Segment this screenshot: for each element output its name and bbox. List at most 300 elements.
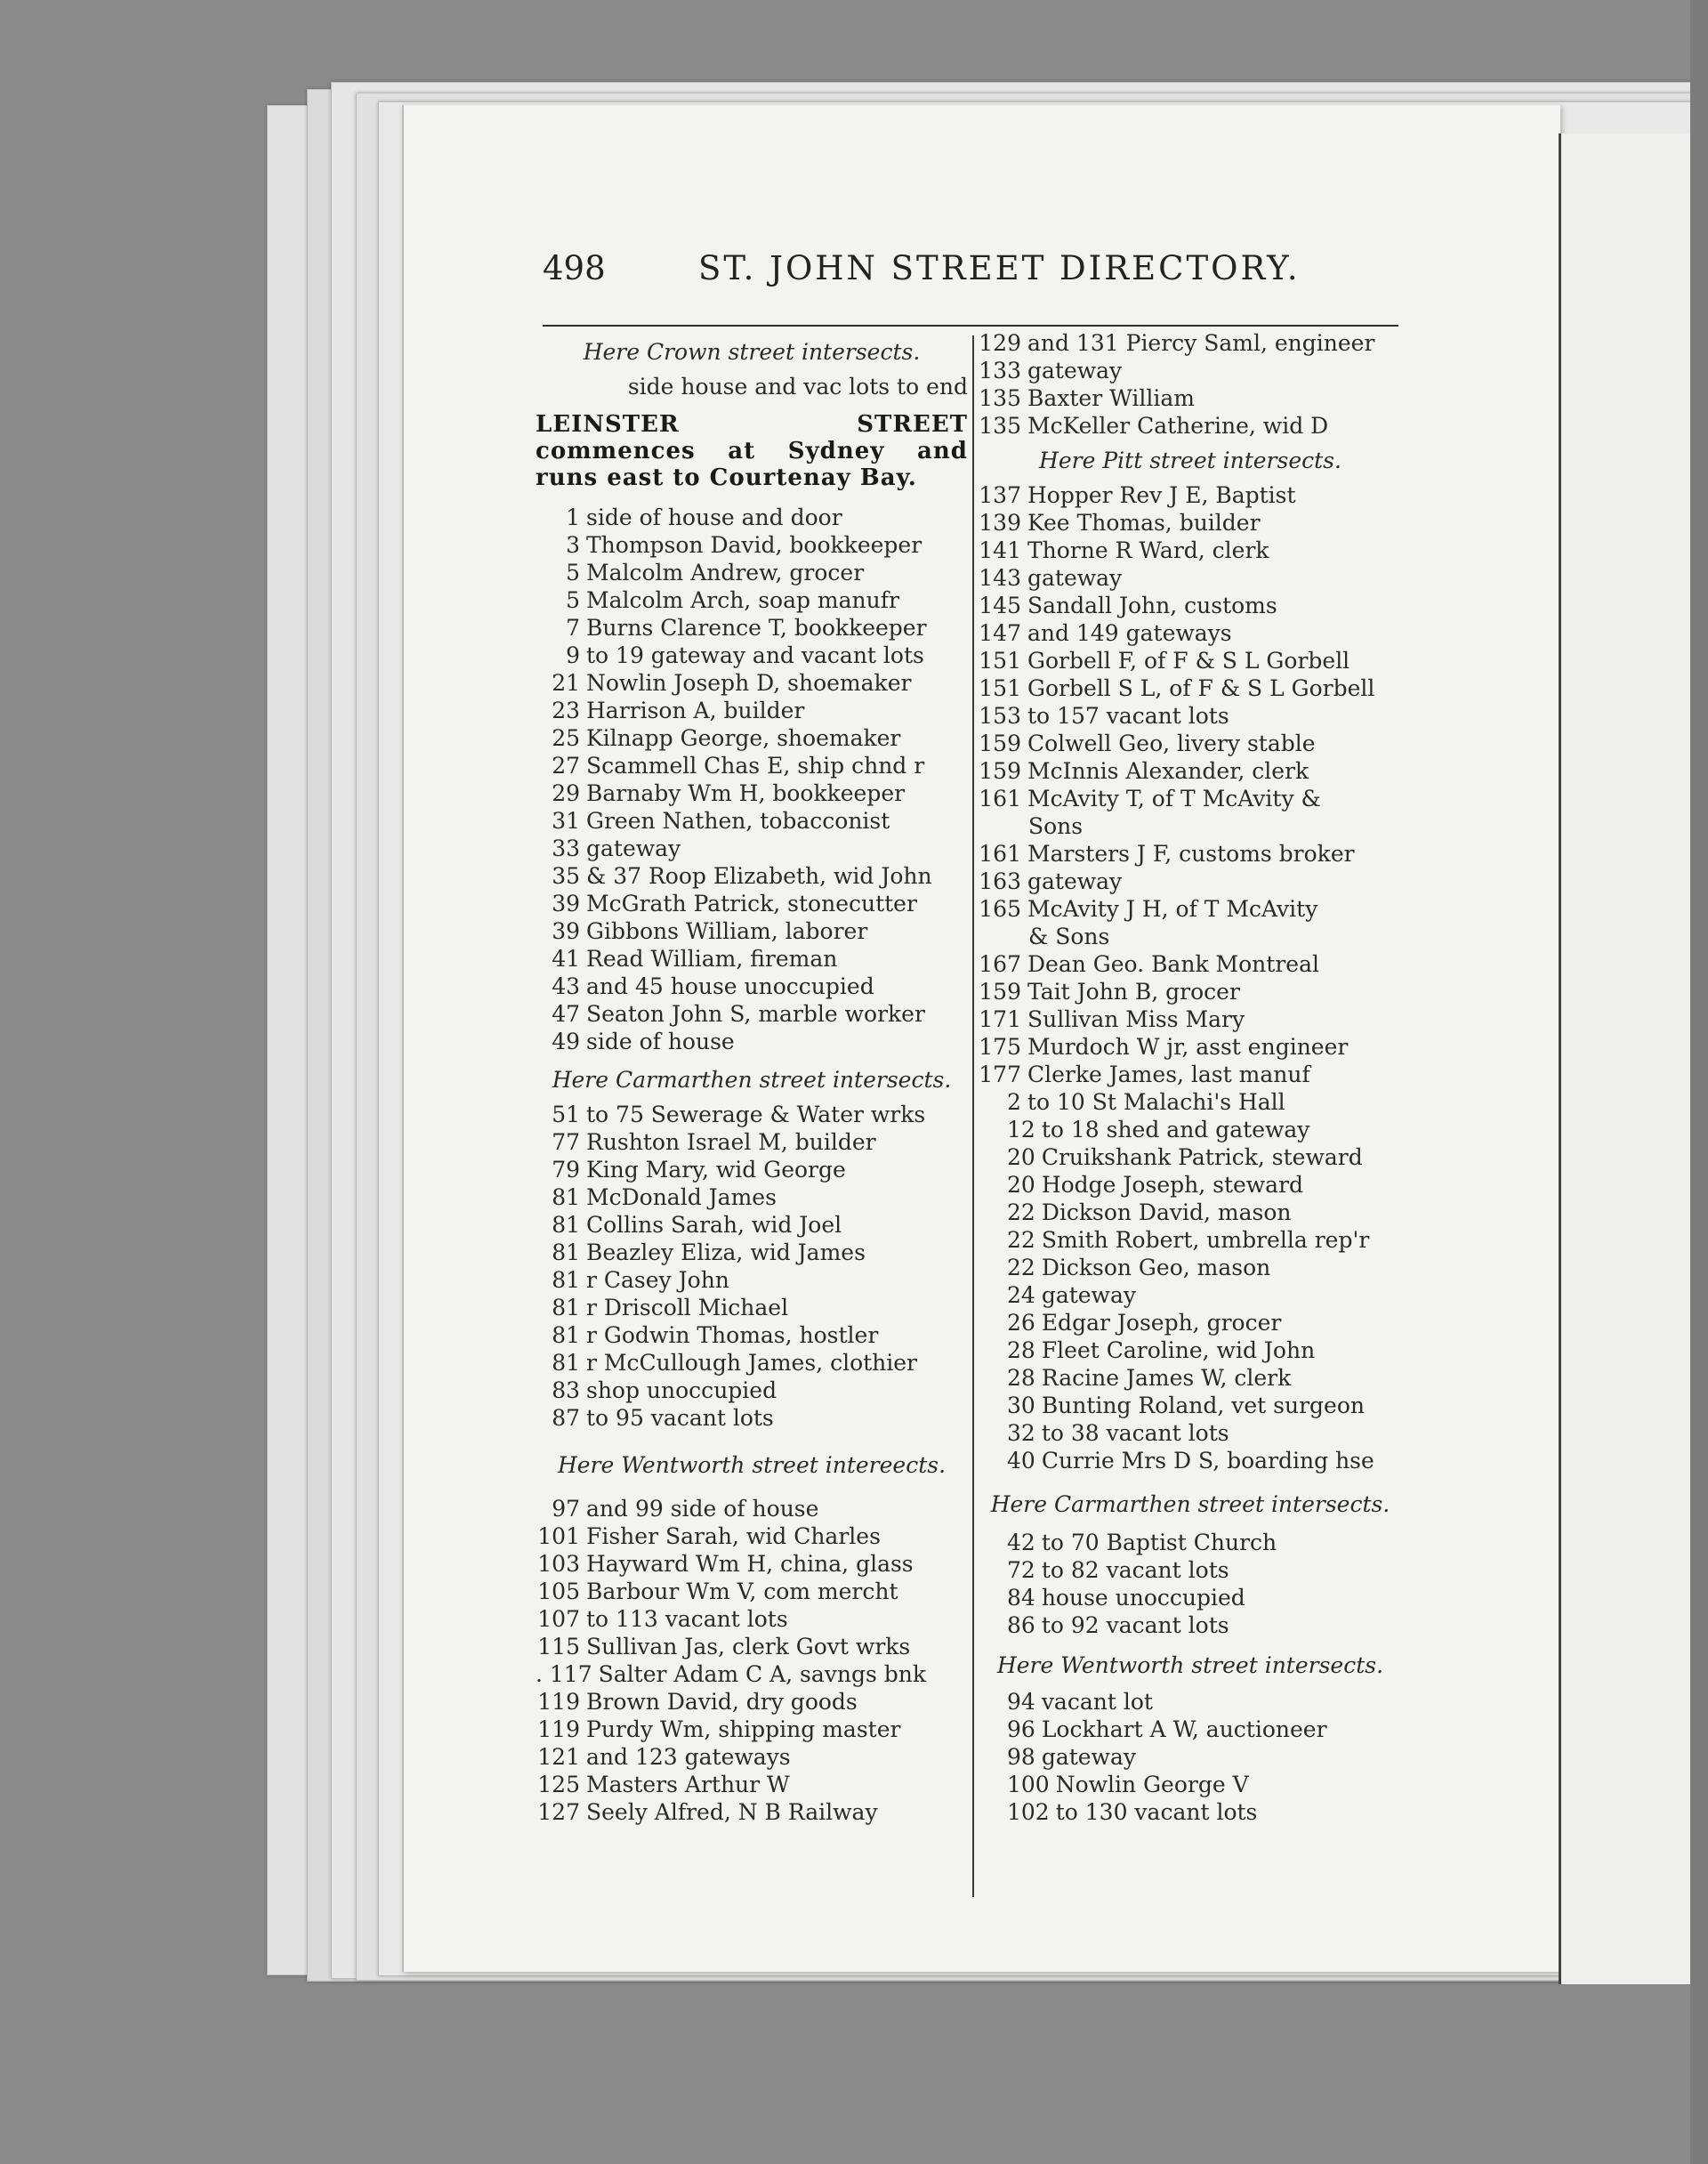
directory-entry xyxy=(536,835,968,862)
house-number: 84 xyxy=(1007,1585,1035,1611)
directory-entry xyxy=(536,642,968,669)
directory-entry xyxy=(536,1266,968,1294)
directory-entry xyxy=(536,1743,968,1771)
directory-entry xyxy=(977,1088,1404,1116)
entry-text: Barbour Wm V, com mercht xyxy=(586,1579,898,1604)
entry-text: Dickson Geo, mason xyxy=(1041,1255,1271,1280)
scan-border xyxy=(1690,0,1708,2164)
entry-text: Sullivan Jas, clerk Govt wrks xyxy=(586,1634,911,1659)
entry-text: Lockhart A W, auctioneer xyxy=(1041,1716,1327,1742)
entry-text: gateway xyxy=(1027,358,1123,384)
house-number: 20 xyxy=(1007,1172,1035,1198)
house-number: 42 xyxy=(1007,1530,1035,1555)
directory-entry xyxy=(977,1771,1404,1798)
house-number: 103 xyxy=(537,1551,580,1577)
directory-entry xyxy=(977,1688,1404,1716)
house-number: 51 xyxy=(552,1102,580,1127)
directory-entry xyxy=(977,785,1404,812)
entry-text: Barnaby Wm H, bookkeeper xyxy=(586,780,906,806)
page-header xyxy=(543,242,1406,297)
house-number: 32 xyxy=(1007,1420,1035,1446)
directory-entry xyxy=(536,1771,968,1798)
directory-entry xyxy=(977,1005,1404,1033)
house-number: 147 xyxy=(979,620,1021,646)
directory-entry xyxy=(536,807,968,835)
directory-entry xyxy=(977,592,1404,619)
directory-entry xyxy=(977,384,1404,412)
house-number: 94 xyxy=(1007,1689,1035,1715)
house-number: 47 xyxy=(552,1001,580,1027)
house-number: 133 xyxy=(979,358,1021,384)
entry-text: gateway xyxy=(586,836,681,861)
house-number: 28 xyxy=(1007,1365,1035,1391)
house-number: 141 xyxy=(979,537,1021,563)
entry-text: to 130 vacant lots xyxy=(1055,1799,1258,1825)
entry-text: side of house and door xyxy=(586,505,842,530)
entries-group xyxy=(977,1529,1404,1639)
entry-text: to 82 vacant lots xyxy=(1041,1557,1229,1583)
entry-text: to 19 gateway and vacant lots xyxy=(586,642,924,668)
entry-text: and 123 gateways xyxy=(586,1744,791,1770)
entry-text: Sons xyxy=(1028,813,1084,839)
entries-group xyxy=(536,1101,968,1432)
directory-entry xyxy=(977,1529,1404,1556)
entry-text: and 45 house unoccupied xyxy=(586,973,874,999)
directory-entry xyxy=(536,973,968,1000)
directory-entry xyxy=(536,504,968,531)
left-column xyxy=(536,329,968,1826)
house-number: 125 xyxy=(537,1772,580,1797)
entry-text: Gorbell S L, of F & S L Gorbell xyxy=(1027,675,1375,701)
directory-entry xyxy=(977,1143,1404,1171)
house-number: 86 xyxy=(1007,1612,1035,1638)
directory-entry xyxy=(977,950,1404,978)
entry-text: McDonald James xyxy=(586,1184,777,1210)
directory-entry xyxy=(977,895,1404,923)
entry-text: Collins Sarah, wid Joel xyxy=(586,1212,842,1238)
entry-text: house unoccupied xyxy=(1041,1585,1245,1611)
entry-text: McInnis Alexander, clerk xyxy=(1027,758,1309,784)
house-number: 40 xyxy=(1007,1448,1035,1474)
entry-text: Green Nathen, tobacconist xyxy=(586,808,890,834)
directory-entry xyxy=(977,1281,1404,1309)
entry-text: Nowlin Joseph D, shoemaker xyxy=(586,670,912,696)
entry-text: Nowlin George V xyxy=(1055,1772,1249,1797)
house-number: 161 xyxy=(979,841,1021,867)
entry-text: Colwell Geo, livery stable xyxy=(1027,731,1316,756)
entry-text: Malcolm Arch, soap manufr xyxy=(586,587,899,613)
house-number: 29 xyxy=(552,780,580,806)
directory-entry xyxy=(536,1321,968,1349)
entry-text: to 157 vacant lots xyxy=(1027,703,1229,729)
entry-text: Kilnapp George, shoemaker xyxy=(586,725,901,751)
street-heading-leinster: LEINSTER STREET commences at Sydney and runs east to Courtenay Bay. xyxy=(536,411,968,491)
entry-text: McAvity T, of T McAvity & xyxy=(1027,786,1321,812)
entry-text: Purdy Wm, shipping master xyxy=(586,1716,901,1742)
house-number: 100 xyxy=(1007,1772,1050,1797)
directory-entry xyxy=(977,1309,1404,1336)
house-number: 143 xyxy=(979,565,1021,591)
house-number: 167 xyxy=(979,951,1021,977)
entry-text: gateway xyxy=(1041,1282,1136,1308)
entry-text: McAvity J H, of T McAvity xyxy=(1027,896,1318,922)
directory-entry xyxy=(536,1495,968,1522)
house-number: 81 xyxy=(552,1350,580,1376)
house-number: 129 xyxy=(979,330,1021,356)
house-number: 5 xyxy=(566,560,580,585)
directory-entry xyxy=(977,509,1404,537)
directory-entry xyxy=(536,1660,968,1688)
house-number: 72 xyxy=(1007,1557,1035,1583)
house-number: 1 xyxy=(566,505,580,530)
directory-entry xyxy=(536,1716,968,1743)
entry-text: Fleet Caroline, wid John xyxy=(1041,1337,1316,1363)
house-number: 87 xyxy=(552,1405,580,1431)
directory-entry xyxy=(536,1183,968,1211)
directory-entry xyxy=(977,702,1404,730)
house-number: 135 xyxy=(979,413,1021,439)
house-number: 39 xyxy=(552,918,580,944)
directory-entry xyxy=(536,1633,968,1660)
section-heading-pitt: Here Pitt street intersects. xyxy=(1039,448,1341,473)
directory-entry xyxy=(977,481,1404,509)
entry-text: Thorne R Ward, clerk xyxy=(1027,537,1269,563)
entry-text: r Godwin Thomas, hostler xyxy=(586,1322,879,1348)
side-line: side house and vac lots to end xyxy=(627,374,968,400)
house-number: 115 xyxy=(537,1634,580,1659)
house-number: 31 xyxy=(552,808,580,834)
entry-text: Kee Thomas, builder xyxy=(1027,510,1261,536)
entry-text: Marsters J F, customs broker xyxy=(1027,841,1355,867)
entry-text: r Casey John xyxy=(586,1267,729,1293)
entry-text: gateway xyxy=(1041,1744,1136,1770)
directory-entry xyxy=(977,1392,1404,1419)
house-number: 77 xyxy=(552,1129,580,1155)
entry-text: vacant lot xyxy=(1041,1689,1153,1715)
entry-text: Salter Adam C A, savngs bnk xyxy=(598,1661,927,1687)
entry-text: to 10 St Malachi's Hall xyxy=(1027,1089,1285,1115)
house-number: 159 xyxy=(979,758,1021,784)
entry-text: Seaton John S, marble worker xyxy=(586,1001,925,1027)
directory-entry xyxy=(536,586,968,614)
entry-text: r McCullough James, clothier xyxy=(586,1350,918,1376)
directory-entry xyxy=(536,1550,968,1578)
directory-entry xyxy=(977,674,1404,702)
directory-entry xyxy=(536,1128,968,1156)
directory-entry xyxy=(536,1239,968,1266)
entry-text: Smith Robert, umbrella rep'r xyxy=(1041,1227,1370,1253)
entry-text: Gibbons William, laborer xyxy=(586,918,868,944)
directory-entry xyxy=(536,752,968,779)
house-number: 97 xyxy=(552,1496,580,1522)
entry-text: Dean Geo. Bank Montreal xyxy=(1027,951,1319,977)
house-number: 151 xyxy=(979,675,1021,701)
house-number: 101 xyxy=(537,1523,580,1549)
directory-entry xyxy=(536,1294,968,1321)
entries-group xyxy=(977,1088,1404,1474)
entry-text: Thompson David, bookkeeper xyxy=(586,532,922,558)
house-number: 81 xyxy=(552,1212,580,1238)
entry-text: side of house xyxy=(586,1029,735,1054)
directory-entry xyxy=(977,1116,1404,1143)
entry-text: Murdoch W jr, asst engineer xyxy=(1027,1034,1349,1060)
directory-entry xyxy=(977,537,1404,564)
directory-entry xyxy=(977,1798,1404,1826)
entry-text: Malcolm Andrew, grocer xyxy=(586,560,865,585)
directory-entry xyxy=(536,669,968,697)
column-divider xyxy=(972,335,974,1897)
entry-text: McKeller Catherine, wid D xyxy=(1027,413,1329,439)
page-title: ST. JOHN STREET DIRECTORY. xyxy=(698,249,1301,287)
directory-entry xyxy=(977,1171,1404,1199)
directory-entry xyxy=(977,868,1404,895)
directory-entry xyxy=(977,757,1404,785)
directory-entry xyxy=(536,779,968,807)
house-number: 43 xyxy=(552,973,580,999)
entry-text: Baxter William xyxy=(1027,385,1195,411)
house-number: 49 xyxy=(552,1029,580,1054)
house-number: 135 xyxy=(979,385,1021,411)
directory-entry xyxy=(977,840,1404,868)
directory-entry xyxy=(536,559,968,586)
house-number: 35 xyxy=(552,863,580,889)
house-number: 159 xyxy=(979,731,1021,756)
house-number: 3 xyxy=(566,532,580,558)
entry-text: to 70 Baptist Church xyxy=(1041,1530,1277,1555)
directory-entry xyxy=(977,647,1404,674)
directory-entry xyxy=(536,1605,968,1633)
house-number: 105 xyxy=(537,1579,580,1604)
directory-entry xyxy=(536,1522,968,1550)
header-rule xyxy=(543,325,1398,327)
entry-text: McGrath Patrick, stonecutter xyxy=(586,891,917,916)
entry-text: Hayward Wm H, china, glass xyxy=(586,1551,914,1577)
entry-text: Seely Alfred, N B Railway xyxy=(586,1799,878,1825)
entry-text: to 92 vacant lots xyxy=(1041,1612,1229,1638)
directory-entry xyxy=(977,1226,1404,1254)
house-number: 177 xyxy=(979,1062,1021,1087)
directory-entry xyxy=(977,1061,1404,1088)
house-number: 21 xyxy=(552,670,580,696)
directory-entry xyxy=(977,329,1404,357)
house-number: . 117 xyxy=(536,1661,592,1687)
entries-group xyxy=(536,504,968,1055)
directory-entry xyxy=(536,1798,968,1826)
section-heading-wentworth: Here Wentworth street intereects. xyxy=(557,1452,947,1478)
house-number: 83 xyxy=(552,1377,580,1403)
directory-entry xyxy=(977,412,1404,440)
house-number: 7 xyxy=(566,615,580,641)
house-number: 81 xyxy=(552,1267,580,1293)
house-number: 81 xyxy=(552,1184,580,1210)
entry-text: Bunting Roland, vet surgeon xyxy=(1041,1393,1365,1418)
house-number: 96 xyxy=(1007,1716,1035,1742)
entry-text: gateway xyxy=(1027,565,1123,591)
directory-entry xyxy=(977,1199,1404,1226)
house-number: 23 xyxy=(552,698,580,723)
directory-entry xyxy=(977,1447,1404,1474)
house-number: 175 xyxy=(979,1034,1021,1060)
house-number: 22 xyxy=(1007,1255,1035,1280)
house-number: 163 xyxy=(979,868,1021,894)
directory-entry xyxy=(536,1211,968,1239)
entry-text: Beazley Eliza, wid James xyxy=(586,1239,866,1265)
directory-entry xyxy=(536,724,968,752)
entry-text: shop unoccupied xyxy=(586,1377,777,1403)
directory-entry xyxy=(977,923,1404,950)
entry-text: Scammell Chas E, ship chnd r xyxy=(586,753,925,779)
directory-entry xyxy=(536,531,968,559)
house-number: 137 xyxy=(979,482,1021,508)
entry-text: Hodge Joseph, steward xyxy=(1041,1172,1304,1198)
house-number: 39 xyxy=(552,891,580,916)
directory-entry xyxy=(536,1404,968,1432)
directory-entry xyxy=(977,357,1404,384)
entry-text: Currie Mrs D S, boarding hse xyxy=(1041,1448,1374,1474)
house-number: 81 xyxy=(552,1295,580,1320)
directory-entry xyxy=(977,1254,1404,1281)
house-number: 139 xyxy=(979,510,1021,536)
house-number: 27 xyxy=(552,753,580,779)
entry-text: Brown David, dry goods xyxy=(586,1689,858,1715)
directory-entry xyxy=(536,614,968,642)
house-number: 161 xyxy=(979,786,1021,812)
entry-text: Sullivan Miss Mary xyxy=(1027,1006,1245,1032)
entry-text: Clerke James, last manuf xyxy=(1027,1062,1310,1087)
entry-text: Hopper Rev J E, Baptist xyxy=(1027,482,1296,508)
entry-text: and 149 gateways xyxy=(1027,620,1232,646)
entry-text: gateway xyxy=(1027,868,1123,894)
house-number: 5 xyxy=(566,587,580,613)
entry-text: Masters Arthur W xyxy=(586,1772,790,1797)
house-number: 153 xyxy=(979,703,1021,729)
entries-group xyxy=(977,1688,1404,1826)
house-number: 165 xyxy=(979,896,1021,922)
entry-text: and 99 side of house xyxy=(586,1496,819,1522)
entry-text: Harrison A, builder xyxy=(586,698,805,723)
entry-text: to 38 vacant lots xyxy=(1041,1420,1229,1446)
directory-entry xyxy=(536,862,968,890)
house-number: 107 xyxy=(537,1606,580,1632)
house-number: 119 xyxy=(537,1716,580,1742)
entry-text: Tait John B, grocer xyxy=(1027,979,1240,1005)
directory-entry xyxy=(536,1101,968,1128)
house-number: 98 xyxy=(1007,1744,1035,1770)
entry-text: to 18 shed and gateway xyxy=(1041,1117,1310,1143)
house-number: 2 xyxy=(1007,1089,1021,1115)
directory-entry xyxy=(536,1156,968,1183)
house-number: 151 xyxy=(979,648,1021,674)
directory-entry xyxy=(536,697,968,724)
facing-page-edge xyxy=(1559,133,1708,1984)
directory-entry xyxy=(977,619,1404,647)
house-number: 22 xyxy=(1007,1199,1035,1225)
house-number: 79 xyxy=(552,1157,580,1183)
house-number: 127 xyxy=(537,1799,580,1825)
directory-entry xyxy=(977,1419,1404,1447)
entry-text: Edgar Joseph, grocer xyxy=(1041,1310,1282,1336)
directory-entry xyxy=(536,890,968,917)
house-number: 102 xyxy=(1007,1799,1050,1825)
house-number: 28 xyxy=(1007,1337,1035,1363)
house-number: 119 xyxy=(537,1689,580,1715)
directory-entry xyxy=(977,1364,1404,1392)
entry-text: to 113 vacant lots xyxy=(586,1606,788,1632)
entry-text: Read William, fireman xyxy=(586,946,838,972)
entry-text: & 37 Roop Elizabeth, wid John xyxy=(586,863,932,889)
directory-entry xyxy=(536,1688,968,1716)
entry-text: Fisher Sarah, wid Charles xyxy=(586,1523,881,1549)
directory-entry xyxy=(536,1377,968,1404)
entry-text: King Mary, wid George xyxy=(586,1157,846,1183)
house-number: 145 xyxy=(979,593,1021,618)
house-number: 26 xyxy=(1007,1310,1035,1336)
directory-entry xyxy=(977,1336,1404,1364)
house-number: 159 xyxy=(979,979,1021,1005)
entry-text: and 131 Piercy Saml, engineer xyxy=(1027,330,1375,356)
house-number: 171 xyxy=(979,1006,1021,1032)
section-heading-carmarthen: Here Carmarthen street intersects. xyxy=(552,1067,952,1093)
house-number: 30 xyxy=(1007,1393,1035,1418)
directory-entry xyxy=(977,730,1404,757)
entry-text: Dickson David, mason xyxy=(1041,1199,1292,1225)
house-number: 33 xyxy=(552,836,580,861)
directory-entry xyxy=(536,1000,968,1028)
page-number: 498 xyxy=(543,249,606,287)
directory-entry xyxy=(977,812,1404,840)
directory-entry xyxy=(536,1578,968,1605)
entry-text: Racine James W, clerk xyxy=(1041,1365,1292,1391)
right-column xyxy=(977,329,1404,1826)
directory-entry xyxy=(977,1611,1404,1639)
directory-entry xyxy=(977,1033,1404,1061)
house-number: 81 xyxy=(552,1239,580,1265)
entry-text: Burns Clarence T, bookkeeper xyxy=(586,615,927,641)
entry-text: Sandall John, customs xyxy=(1027,593,1277,618)
house-number: 9 xyxy=(566,642,580,668)
directory-entry xyxy=(536,1349,968,1377)
directory-entry xyxy=(536,917,968,945)
directory-entry xyxy=(977,1743,1404,1771)
section-heading-carmarthen-right: Here Carmarthen street intersects. xyxy=(990,1491,1390,1517)
directory-entry xyxy=(977,564,1404,592)
entry-text: r Driscoll Michael xyxy=(586,1295,789,1320)
entry-text: Cruikshank Patrick, steward xyxy=(1041,1144,1363,1170)
directory-entry xyxy=(536,1028,968,1055)
entries-group xyxy=(977,329,1404,440)
entry-text: to 75 Sewerage & Water wrks xyxy=(586,1102,926,1127)
house-number: 12 xyxy=(1007,1117,1035,1143)
house-number: 81 xyxy=(552,1322,580,1348)
entry-text: Gorbell F, of F & S L Gorbell xyxy=(1027,648,1350,674)
entry-text: Rushton Israel M, builder xyxy=(586,1129,876,1155)
directory-entry xyxy=(977,1556,1404,1584)
section-heading-crown: Here Crown street intersects. xyxy=(583,339,921,365)
entries-group xyxy=(536,1495,968,1826)
house-number: 25 xyxy=(552,725,580,751)
directory-entry xyxy=(536,945,968,973)
house-number: 24 xyxy=(1007,1282,1035,1308)
directory-entry xyxy=(977,1716,1404,1743)
house-number: 20 xyxy=(1007,1144,1035,1170)
house-number: 121 xyxy=(537,1744,580,1770)
entry-text: & Sons xyxy=(1028,924,1110,949)
entries-group xyxy=(977,481,1404,1088)
house-number: 22 xyxy=(1007,1227,1035,1253)
directory-entry xyxy=(977,1584,1404,1611)
section-heading-wentworth-right: Here Wentworth street intersects. xyxy=(996,1652,1384,1678)
house-number: 41 xyxy=(552,946,580,972)
